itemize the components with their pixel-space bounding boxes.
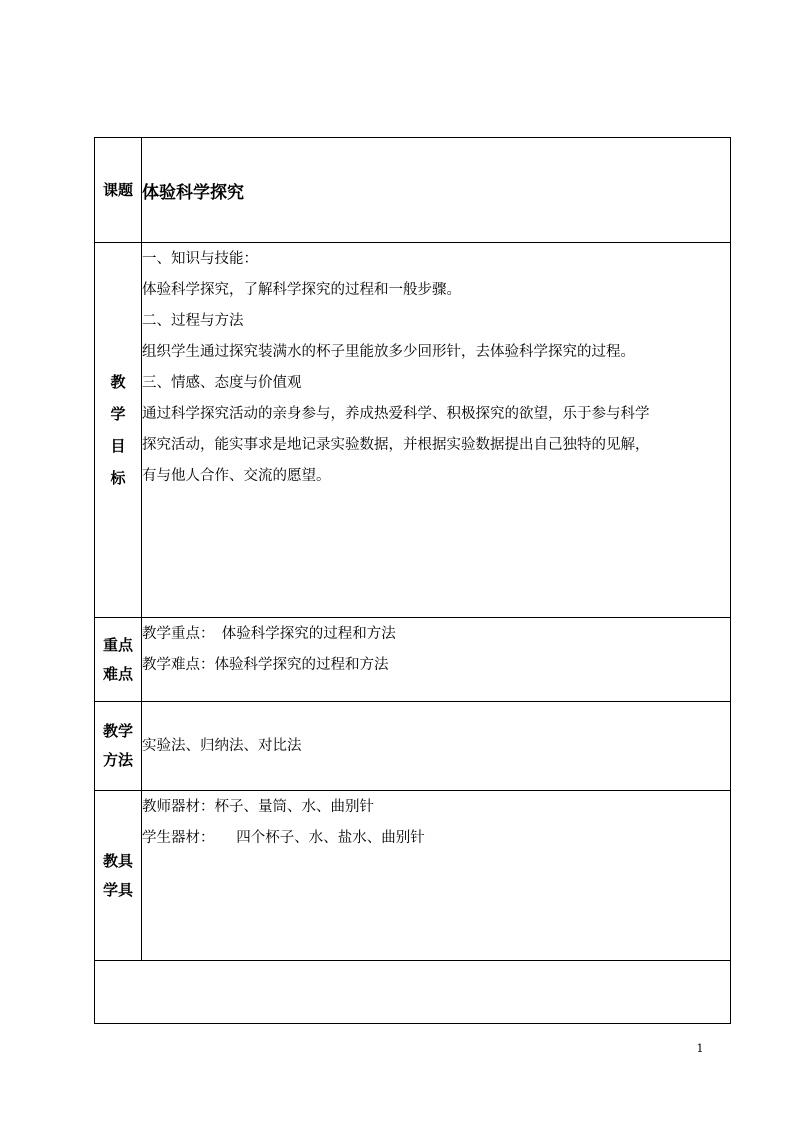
methods-label-line: 方法 [102, 751, 133, 769]
methods-label-line: 教学 [102, 722, 133, 740]
methods-label [95, 702, 142, 791]
objectives-label [95, 243, 142, 618]
objective-text: 通过科学探究活动的亲身参与，养成热爱科学、积极探究的欲望，乐于参与科学 [142, 406, 650, 422]
methods-row [95, 702, 731, 791]
lesson-title: 体验科学探究 [142, 138, 731, 243]
key-point-line: 教学重点： 体验科学探究的过程和方法 [142, 626, 396, 642]
page-number: 1 [696, 1042, 704, 1055]
objectives-label-char: 学 [110, 405, 126, 423]
objective-text: 体验科学探究，了解科学探究的过程和一般步骤。 [142, 282, 461, 298]
objective-heading: 一、知识与技能： [142, 251, 258, 267]
empty-cell [95, 961, 731, 1024]
key-points-label-line: 难点 [102, 664, 133, 683]
topic-row [95, 138, 731, 243]
key-points-label [95, 618, 142, 702]
materials-label-line: 学具 [102, 880, 133, 899]
empty-row [95, 961, 731, 1024]
materials-row [95, 791, 731, 961]
materials-label [95, 791, 142, 961]
student-materials-line: 学生器材： 四个杯子、水、盐水、曲别针 [142, 830, 425, 846]
objective-text: 探究活动，能实事求是地记录实验数据，并根据实验数据提出自己独特的见解， [142, 437, 650, 453]
objective-heading: 三、情感、态度与价值观 [142, 375, 302, 391]
materials-label-line: 教具 [102, 851, 133, 870]
key-points-row [95, 618, 731, 702]
materials-content [142, 791, 731, 961]
objectives-label-char: 标 [110, 469, 126, 487]
objective-heading: 二、过程与方法 [142, 313, 244, 329]
objective-text: 有与他人合作、交流的愿望。 [142, 468, 331, 484]
key-points-content [142, 618, 731, 702]
lesson-plan-table [94, 137, 731, 1024]
key-points-label-line: 重点 [102, 635, 133, 654]
methods-content [142, 702, 731, 791]
teacher-materials-line: 教师器材：杯子、量筒、水、曲别针 [142, 799, 374, 815]
objectives-label-char: 教 [110, 373, 126, 391]
topic-label: 课题 [95, 138, 142, 243]
objectives-row [95, 243, 731, 618]
objectives-content [142, 243, 731, 618]
difficult-point-line: 教学难点：体验科学探究的过程和方法 [142, 657, 389, 673]
objectives-label-char: 目 [110, 437, 126, 455]
objective-text: 组织学生通过探究装满水的杯子里能放多少回形针，去体验科学探究的过程。 [142, 344, 635, 360]
methods-text: 实验法、归纳法、对比法 [142, 737, 302, 754]
